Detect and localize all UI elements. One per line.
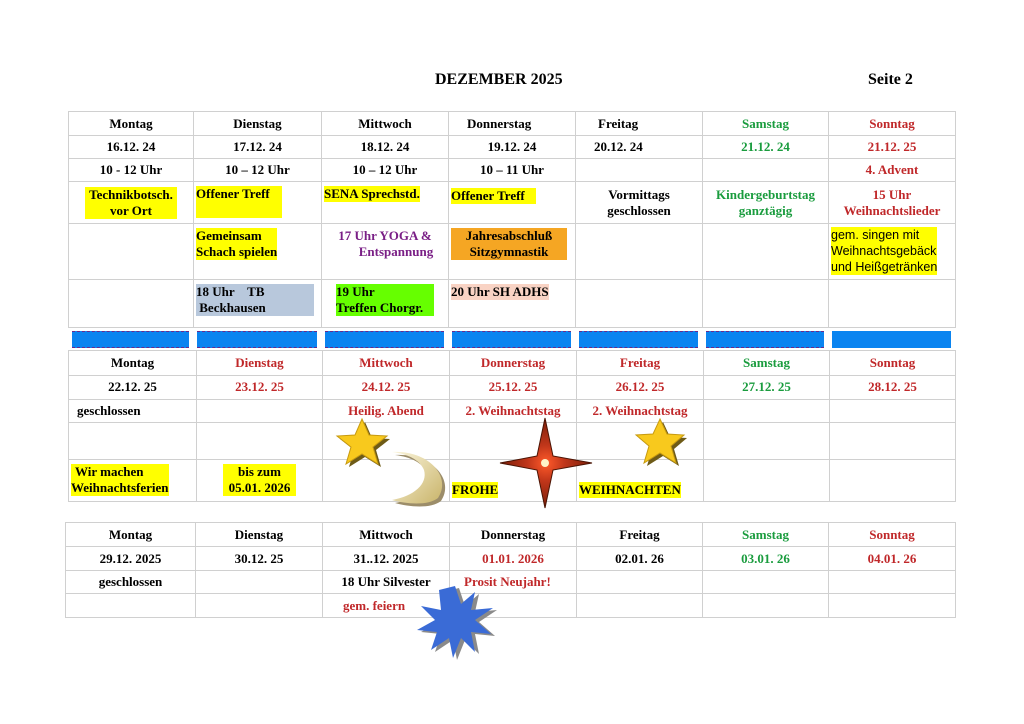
event-technik [69,182,194,224]
event-chor [322,280,449,328]
event-text: und Heißgetränken [831,260,938,274]
event-text: 15 Uhr [872,186,912,202]
date-cell: 21.12. 25 [829,136,956,159]
empty-cell [577,571,703,594]
event-row-3 [69,280,956,328]
day-friday: Freitag [577,523,703,547]
day-friday: Freitag [576,112,703,136]
day-thursday: Donnerstag [450,523,577,547]
date-row [69,136,956,159]
event-text: Entspannung [358,244,434,259]
time-cell: 10 - 12 Uhr [69,159,194,182]
event-text: Wir machen [75,464,144,479]
event-text: SENA Sprechstd. [324,186,420,201]
feiern-cell: gem. feiern [323,594,450,618]
empty-cell [576,280,703,328]
event-text: 17 Uhr YOGA & [338,228,432,243]
event-text: 20 Uhr SH ADHS [451,284,549,299]
empty-cell [703,280,829,328]
event-text: Offener Treff [451,188,536,204]
empty-cell [703,159,829,182]
date-row [66,547,956,571]
date-cell: 31..12. 2025 [323,547,450,571]
event-kindergeburtstag [703,182,829,224]
day-saturday: Samstag [704,350,830,375]
event-text: FROHE [452,481,499,497]
event-row-1 [69,182,956,224]
event-text: Kindergeburtstag [716,186,815,202]
day-sunday: Sonntag [829,112,956,136]
weihnachtstag-1: 2. Weihnachtstag [450,399,577,422]
date-cell: 27.12. 25 [704,375,830,399]
event-row-2 [69,224,956,280]
day-saturday: Samstag [703,523,829,547]
neujahr-cell: Prosit Neujahr! [450,571,577,594]
week-3-table [65,522,956,618]
day-monday: Montag [69,112,194,136]
time-cell: 10 – 12 Uhr [194,159,322,182]
empty-cell [704,459,830,501]
day-friday: Freitag [577,350,704,375]
event-text: Technikbotsch. [89,186,173,202]
time-row [69,159,956,182]
day-wednesday: Mittwoch [323,523,450,547]
info-row [66,571,956,594]
day-monday: Montag [69,350,197,375]
week-1-table [68,111,956,328]
event-text: bis zum [238,464,281,479]
day-tuesday: Dienstag [194,112,322,136]
date-cell: 22.12. 25 [69,375,197,399]
empty-cell [66,594,196,618]
empty-cell [830,459,956,501]
event-text: Weihnachtsgebäck [831,244,937,258]
event-text: Offener Treff [196,186,282,218]
date-cell: 02.01. 26 [577,547,703,571]
day-tuesday: Dienstag [197,350,323,375]
empty-cell [703,594,829,618]
day-thursday: Donnerstag [450,350,577,375]
four-point-star-icon [500,418,592,510]
empty-cell [829,571,956,594]
day-monday: Montag [66,523,196,547]
empty-cell [577,594,703,618]
empty-cell [196,594,323,618]
empty-cell [829,280,956,328]
date-cell: 24.12. 25 [323,375,450,399]
event-adhs [449,280,576,328]
info-row-2 [66,594,956,618]
page-title: DEZEMBER 2025 [435,71,563,88]
event-text: 19 Uhr [336,284,375,299]
ferien-until [197,459,323,501]
event-text: Treffen Chorgr. [336,300,424,315]
day-thursday: Donnerstag [449,112,576,136]
event-tb [194,280,322,328]
date-cell: 21.12. 24 [703,136,829,159]
date-cell: 30.12. 25 [196,547,323,571]
burst-star-icon [417,586,497,658]
day-sunday: Sonntag [830,350,956,375]
date-cell: 25.12. 25 [450,375,577,399]
day-saturday: Samstag [703,112,829,136]
time-cell: 10 – 12 Uhr [322,159,449,182]
event-text: vor Ort [110,202,152,218]
empty-cell [830,399,956,422]
day-wednesday: Mittwoch [323,350,450,375]
day-sunday: Sonntag [829,523,956,547]
star-icon [636,417,690,467]
day-header-row [66,523,956,547]
event-text: Vormittags [608,186,670,202]
empty-cell [69,224,194,280]
event-text: Gemeinsam [196,228,262,243]
event-offener-treff-2 [449,182,576,224]
moon-icon [388,448,450,506]
date-cell: 28.12. 25 [830,375,956,399]
event-sitzgymnastik [449,224,576,280]
event-vormittags [576,182,703,224]
empty-cell [704,399,830,422]
heilig-abend: Heilig. Abend [323,399,450,422]
event-schach [194,224,322,280]
event-text: 05.01. 2026 [228,480,291,495]
event-text: Beckhausen [199,300,266,315]
date-cell: 19.12. 24 [449,136,576,159]
event-text: gem. singen mit [831,228,920,242]
date-cell: 26.12. 25 [577,375,704,399]
empty-cell [703,571,829,594]
event-text: geschlossen [607,202,671,218]
silvester-cell: 18 Uhr Silvester [323,571,450,594]
empty-cell [829,594,956,618]
closed-cell: geschlossen [66,571,196,594]
event-text: 18 Uhr TB [196,284,265,299]
empty-cell [576,224,703,280]
empty-cell [703,224,829,280]
weihnachtstag-2: 2. Weihnachtstag [577,399,704,422]
event-weihnachtslieder [829,182,956,224]
event-offener-treff [194,182,322,224]
date-cell: 20.12. 24 [576,136,703,159]
closed-cell: geschlossen [69,399,197,422]
date-cell: 23.12. 25 [197,375,323,399]
event-text: Weihnachtslieder [843,202,941,218]
day-tuesday: Dienstag [196,523,323,547]
empty-cell [576,159,703,182]
date-row [69,375,956,399]
date-cell: 18.12. 24 [322,136,449,159]
event-text: ganztägig [738,202,793,218]
day-header-row [69,112,956,136]
event-text: WEIHNACHTEN [579,481,681,497]
empty-cell [196,571,323,594]
date-cell: 17.12. 24 [194,136,322,159]
week-separator [68,329,955,349]
event-text: Jahresabschluß [465,228,553,243]
event-sena [322,182,449,224]
advent-label: 4. Advent [829,159,956,182]
day-header-row [69,350,956,375]
date-cell: 01.01. 2026 [450,547,577,571]
day-wednesday: Mittwoch [322,112,449,136]
date-cell: 29.12. 2025 [66,547,196,571]
star-icon [336,417,392,467]
event-text: Schach spielen [196,244,278,259]
event-singen [829,224,956,280]
empty-cell [69,280,194,328]
ferien-note [69,459,197,501]
event-text: Sitzgymnastik [469,244,549,259]
empty-cell [197,399,323,422]
time-cell: 10 – 11 Uhr [449,159,576,182]
page-number: Seite 2 [868,71,913,88]
event-yoga [322,224,449,280]
date-cell: 16.12. 24 [69,136,194,159]
event-text: Weihnachtsferien [71,480,169,495]
date-cell: 03.01. 26 [703,547,829,571]
date-cell: 04.01. 26 [829,547,956,571]
